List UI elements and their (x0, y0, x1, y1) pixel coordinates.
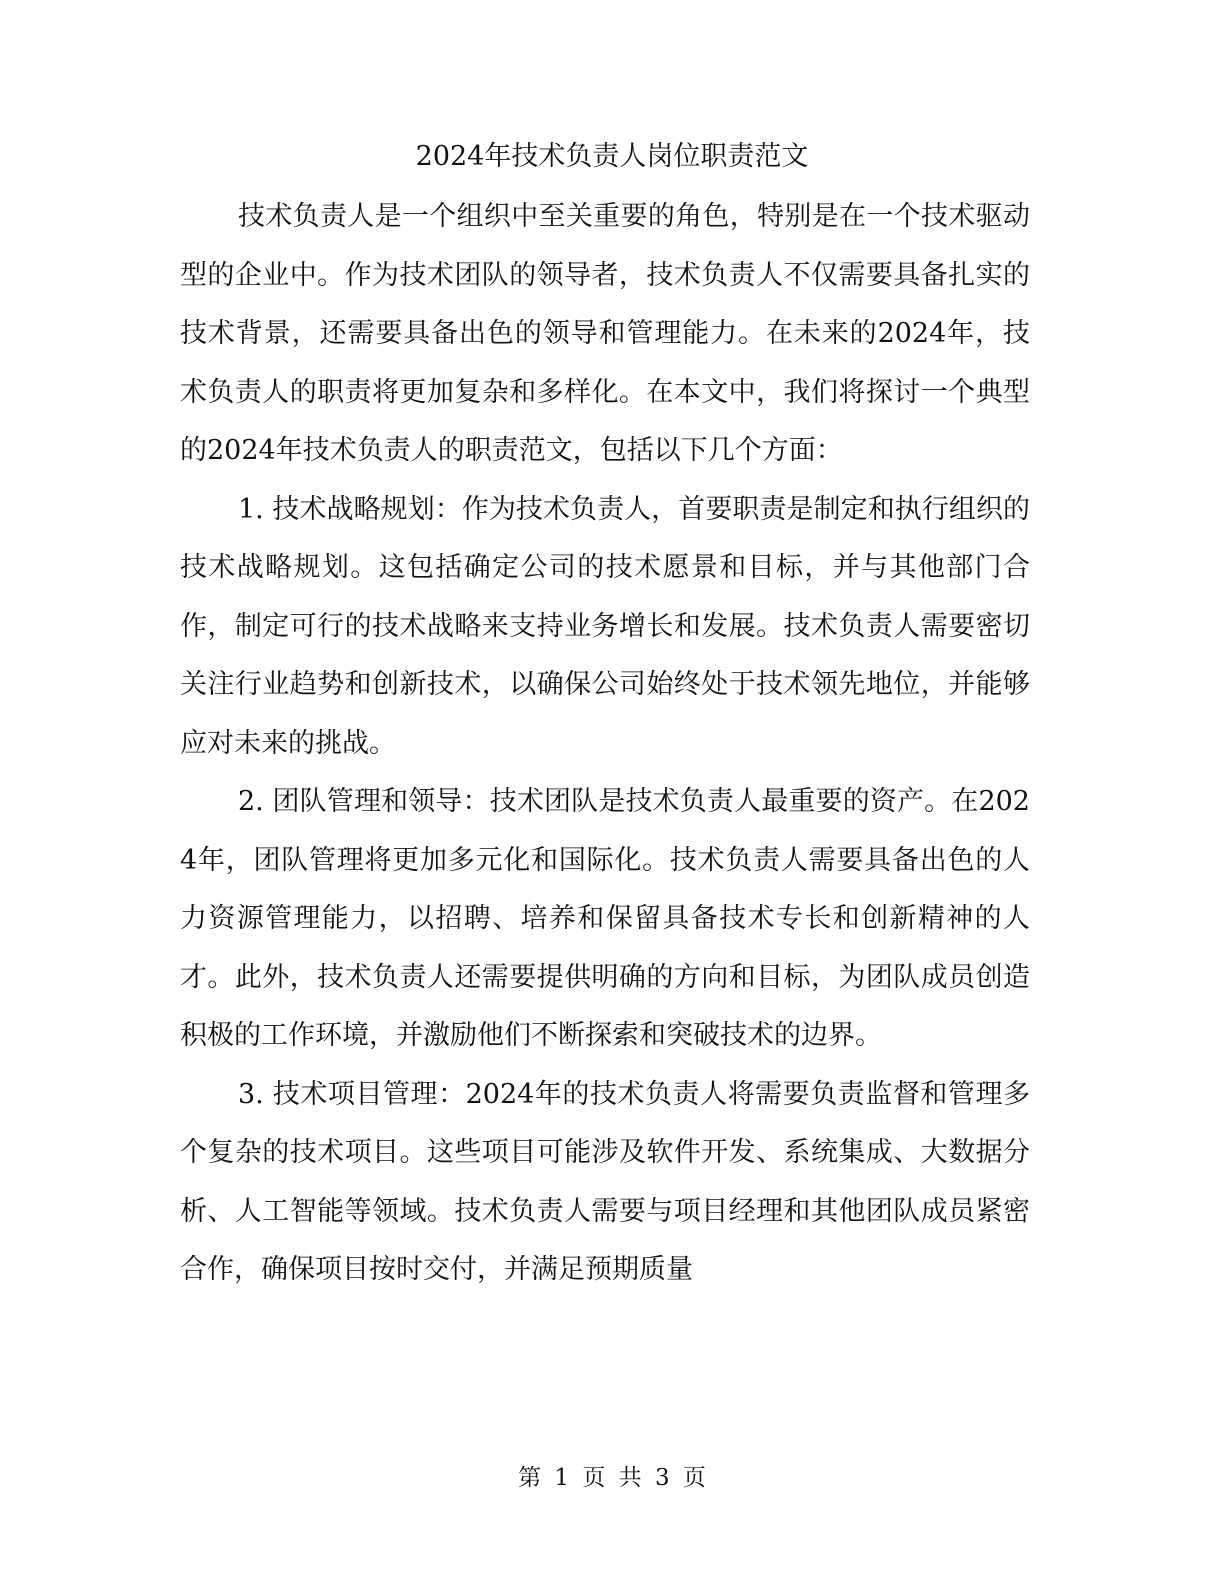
paragraph-tech-strategy: 1. 技术战略规划：作为技术负责人，首要职责是制定和执行组织的技术战略规划。这包括确定公司的技术愿景和目标，并与其他部门合作，制定可行的技术战略来支持业务增长和发展。技术负责人需要密切关注行业趋势和创新技术，以确保公司始终处于技术领先地位，并能够应对未来的挑战。 (180, 493, 1030, 759)
page-footer: 第 1 页 共 3 页 (518, 1465, 706, 1491)
paragraph-project-management: 3. 技术项目管理：2024年的技术负责人将需要负责监督和管理多个复杂的技术项目。这些项目可能涉及软件开发、系统集成、大数据分析、人工智能等领域。技术负责人需要与项目经理和其他团队成员紧密合作，确保项目按时交付，并满足预期质量 (180, 1078, 1030, 1285)
document-title: 2024年技术负责人岗位职责范文 (415, 141, 809, 172)
intro-paragraph: 技术负责人是一个组织中至关重要的角色，特别是在一个技术驱动型的企业中。作为技术团队的领导者，技术负责人不仅需要具备扎实的技术背景，还需要具备出色的领导和管理能力。在未来的2024年，技术负责人的职责将更加复杂和多样化。在本文中，我们将探讨一个典型的2024年技术负责人的职责范文，包括以下几个方面： (180, 201, 1030, 466)
paragraph-team-management: 2. 团队管理和领导：技术团队是技术负责人最重要的资产。在2024年，团队管理将更加多元化和国际化。技术负责人需要具备出色的人力资源管理能力，以招聘、培养和保留具备技术专长和创新精神的人才。此外，技术负责人还需要提供明确的方向和目标，为团队成员创造积极的工作环境，并激励他们不断探索和突破技术的边界。 (180, 786, 1030, 1051)
document-body (180, 188, 1030, 1300)
